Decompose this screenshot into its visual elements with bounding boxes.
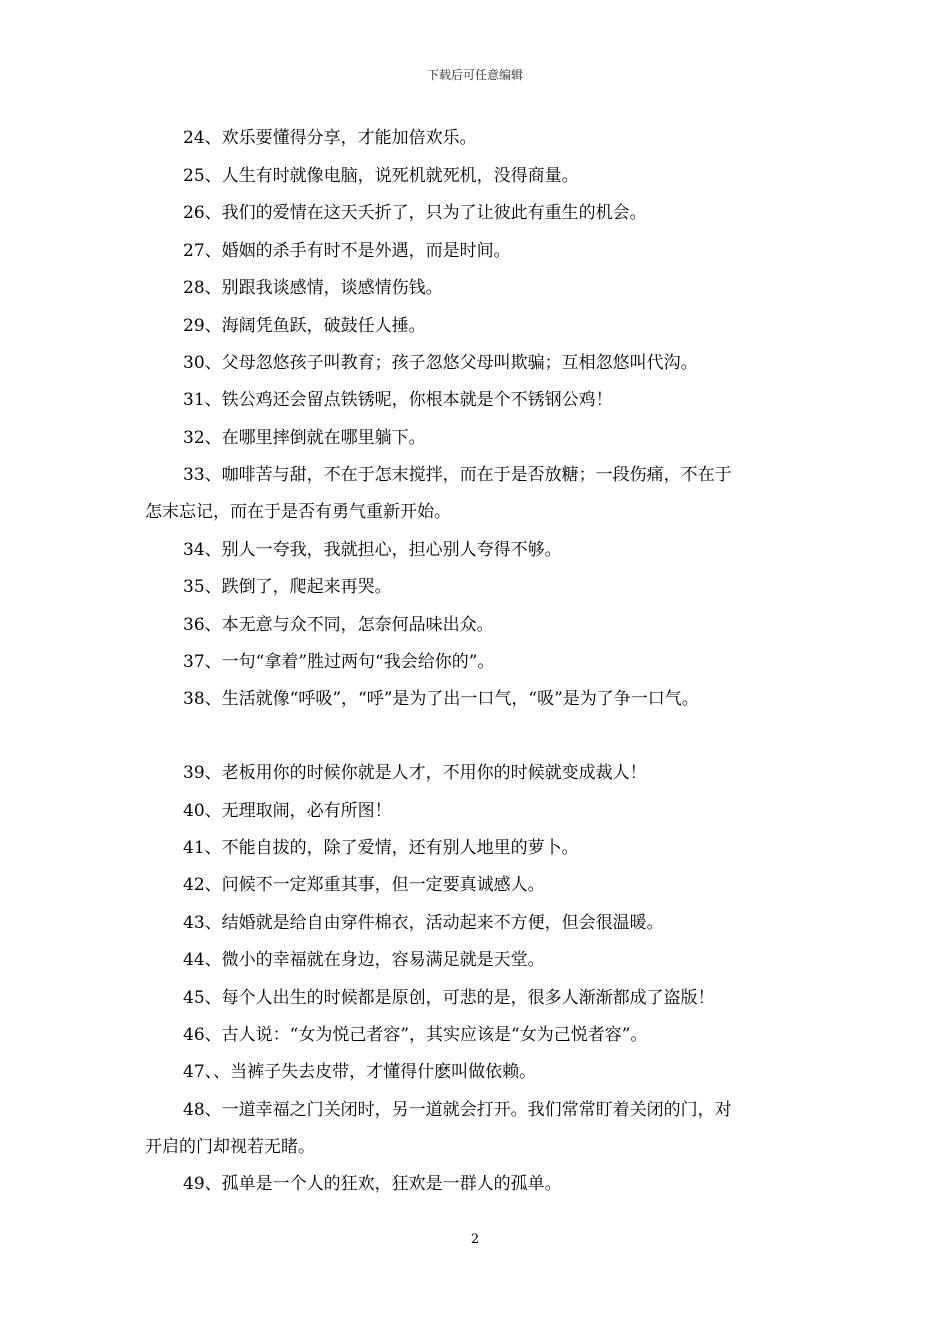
quote-line-27: 27、婚姻的杀手有时不是外遇，而是时间。 xyxy=(183,241,511,261)
quote-line-37: 37、一句“拿着”胜过两句“我会给你的”。 xyxy=(183,652,495,672)
quote-line-48-cont: 开启的门却视若无睹。 xyxy=(145,1137,315,1157)
quote-line-29: 29、海阔凭鱼跃，破鼓任人捶。 xyxy=(183,316,426,336)
quote-line-43: 43、结婚就是给自由穿件棉衣，活动起来不方便，但会很温暖。 xyxy=(183,913,664,933)
quote-line-30: 30、父母忽悠孩子叫教育；孩子忽悠父母叫欺骗；互相忽悠叫代沟。 xyxy=(183,353,698,373)
quote-line-47: 47、、当裤子失去皮带，才懂得什麽叫做依赖。 xyxy=(183,1062,537,1082)
quote-line-31: 31、铁公鸡还会留点铁锈呢，你根本就是个不锈钢公鸡！ xyxy=(183,390,613,410)
quote-line-48: 48、一道幸福之门关闭时，另一道就会打开。我们常常盯着关闭的门，对 xyxy=(183,1100,732,1120)
quote-line-35: 35、跌倒了，爬起来再哭。 xyxy=(183,577,392,597)
quote-line-33: 33、咖啡苦与甜，不在于怎末搅拌，而在于是否放糖；一段伤痛，不在于 xyxy=(183,465,732,485)
quote-line-25: 25、人生有时就像电脑，说死机就死机，没得商量。 xyxy=(183,166,579,186)
quote-line-24: 24、欢乐要懂得分享，才能加倍欢乐。 xyxy=(183,128,477,148)
quote-line-46: 46、古人说：“女为悦己者容”，其实应该是“女为己悦者容”。 xyxy=(183,1025,648,1045)
quote-line-42: 42、问候不一定郑重其事，但一定要真诚感人。 xyxy=(183,875,545,895)
quote-line-41: 41、不能自拔的，除了爱情，还有别人地里的萝卜。 xyxy=(183,838,579,858)
quote-line-38: 38、生活就像“呼吸”，“呼”是为了出一口气，“吸”是为了争一口气。 xyxy=(183,689,699,709)
quote-line-39: 39、老板用你的时候你就是人才，不用你的时候就变成裁人！ xyxy=(183,763,647,783)
quote-line-32: 32、在哪里摔倒就在哪里躺下。 xyxy=(183,428,426,448)
quote-line-44: 44、微小的幸福就在身边，容易满足就是天堂。 xyxy=(183,950,545,970)
quote-line-26: 26、我们的爱情在这天夭折了，只为了让彼此有重生的机会。 xyxy=(183,203,647,223)
quote-line-33-cont: 怎末忘记，而在于是否有勇气重新开始。 xyxy=(145,502,451,522)
quote-line-34: 34、别人一夸我，我就担心，担心别人夸得不够。 xyxy=(183,540,562,560)
quote-line-45: 45、每个人出生的时候都是原创，可悲的是，很多人渐渐都成了盗版！ xyxy=(183,988,715,1008)
page-number: 2 xyxy=(470,1232,480,1247)
quote-line-49: 49、孤单是一个人的狂欢，狂欢是一群人的孤单。 xyxy=(183,1174,562,1194)
quote-line-28: 28、别跟我谈感情，谈感情伤钱。 xyxy=(183,278,443,298)
quote-line-40: 40、无理取闹，必有所图！ xyxy=(183,801,392,821)
quote-line-36: 36、本无意与众不同，怎奈何品味出众。 xyxy=(183,615,494,635)
page-header: 下载后可任意编辑 xyxy=(426,68,523,82)
